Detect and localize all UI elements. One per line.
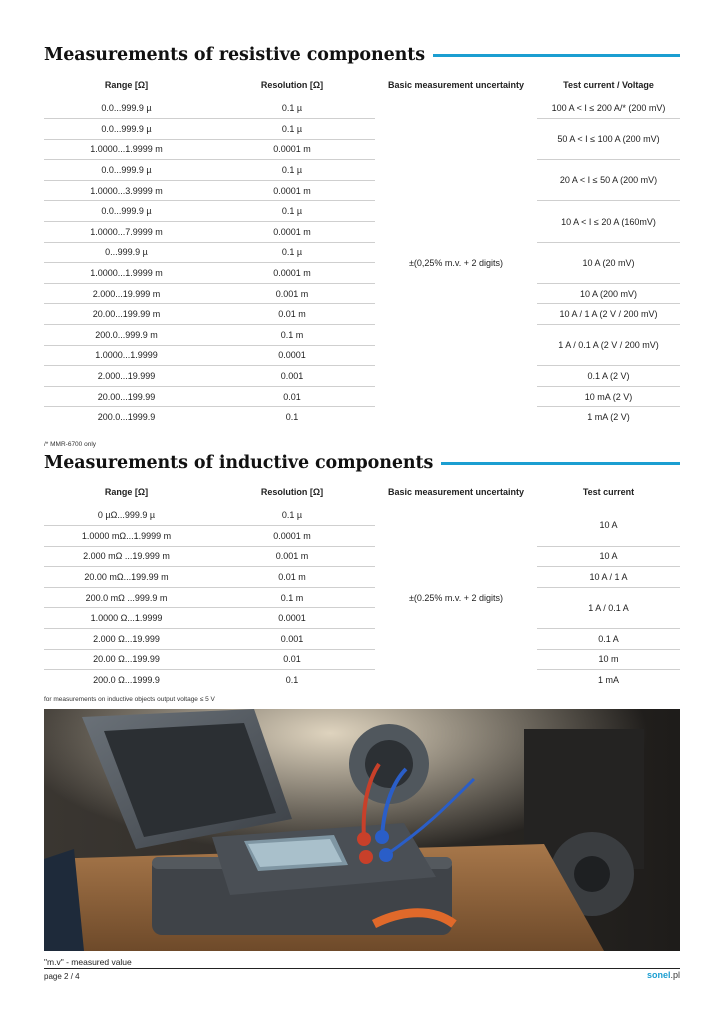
resolution-cell: 0.0001 m: [209, 222, 375, 243]
current-cell: 0.1 A (2 V): [537, 366, 680, 387]
resolution-cell: 0.1 µ: [209, 98, 375, 119]
resistive-title: Measurements of resistive components: [44, 45, 425, 65]
range-cell: 2.000 mΩ ...19.999 m: [44, 546, 209, 567]
range-cell: 1.0000...1.9999: [44, 345, 209, 366]
range-cell: 0.0...999.9 µ: [44, 160, 209, 181]
table-row: [44, 119, 680, 140]
range-cell: 20.00...199.99 m: [44, 304, 209, 325]
inductive-title: Measurements of inductive components: [44, 453, 434, 473]
range-cell: 1.0000...1.9999 m: [44, 139, 209, 160]
resolution-cell: 0.1 µ: [209, 160, 375, 181]
brand-link[interactable]: [647, 970, 680, 980]
range-cell: 200.0...999.9 m: [44, 325, 209, 346]
table-header-row: [44, 72, 680, 98]
meter-photo-illustration: [44, 709, 680, 951]
table-row: [44, 505, 680, 526]
table-row: [44, 366, 680, 387]
current-cell: 10 A: [537, 546, 680, 567]
current-cell: 1 A / 0.1 A: [537, 587, 680, 628]
range-cell: 0.0...999.9 µ: [44, 201, 209, 222]
resolution-cell: 0.01 m: [209, 304, 375, 325]
table-row: [44, 649, 680, 670]
current-cell: 10 A / 1 A (2 V / 200 mV): [537, 304, 680, 325]
range-cell: 20.00 Ω...199.99: [44, 649, 209, 670]
inductive-section-title: [44, 453, 680, 473]
table-row: [44, 629, 680, 650]
table-row: [44, 325, 680, 346]
brand-tld: .pl: [670, 970, 680, 980]
current-cell: 10 A: [537, 505, 680, 546]
resistive-footnote: /* MMR-6700 only: [44, 441, 97, 448]
current-cell: 0.1 A: [537, 629, 680, 650]
resistive-table: [44, 72, 680, 428]
uncertainty-cell: ±(0.25% m.v. + 2 digits): [408, 592, 504, 603]
header-uncertainty: Basic measurement uncertainty: [387, 79, 525, 90]
table-row: [44, 407, 680, 428]
header-range: Range [Ω]: [104, 79, 149, 90]
resolution-cell: 0.1 m: [209, 587, 375, 608]
measured-value-note: "m.v" - measured value: [44, 957, 132, 967]
resolution-cell: 0.1 µ: [209, 242, 375, 263]
table-row: [44, 283, 680, 304]
inductive-table: [44, 479, 680, 690]
resolution-cell: 0.1: [285, 675, 299, 686]
current-cell: 10 A (20 mV): [537, 242, 680, 283]
resolution-cell: 0.1 µ: [209, 119, 375, 140]
table-row: [44, 386, 680, 407]
resolution-cell: 0.001: [209, 629, 375, 650]
range-cell: 1.0000...7.9999 m: [44, 222, 209, 243]
resolution-cell: 0.001 m: [209, 546, 375, 567]
product-photo: [44, 709, 680, 951]
current-cell: 20 A < I ≤ 50 A (200 mV): [537, 160, 680, 201]
range-cell: 0 µΩ...999.9 µ: [44, 505, 209, 526]
header-test-current: Test current / Voltage: [563, 79, 654, 90]
current-cell: 100 A < I ≤ 200 A/* (200 mV): [537, 98, 680, 119]
range-cell: 2.000...19.999 m: [44, 283, 209, 304]
table-header-row: [44, 479, 680, 505]
resolution-cell: 0.1 m: [209, 325, 375, 346]
resolution-cell: 0.01: [209, 386, 375, 407]
resistive-section-title: [44, 45, 680, 65]
resolution-cell: 0.01: [209, 649, 375, 670]
header-uncertainty: Basic measurement uncertainty: [387, 486, 525, 497]
uncertainty-cell: ±(0,25% m.v. + 2 digits): [408, 257, 504, 268]
table-row: [44, 242, 680, 263]
inductive-footnote: for measurements on inductive objects output voltage ≤ 5 V: [44, 696, 215, 703]
resolution-cell: 0.001 m: [209, 283, 375, 304]
table-row: [44, 670, 680, 691]
current-cell: 10 A / 1 A: [537, 567, 680, 588]
current-cell: 50 A < I ≤ 100 A (200 mV): [537, 119, 680, 160]
title-accent-rule: [441, 462, 680, 465]
range-cell: 20.00...199.99: [44, 386, 209, 407]
current-cell: 10 m: [537, 649, 680, 670]
current-cell: 10 mA (2 V): [537, 386, 680, 407]
table-row: [44, 304, 680, 325]
footer-divider: [44, 968, 680, 969]
header-test-current: Test current: [582, 486, 635, 497]
resolution-cell: 0.1 µ: [209, 201, 375, 222]
header-resolution: Resolution [Ω]: [260, 79, 324, 90]
resolution-cell: 0.0001: [209, 345, 375, 366]
resolution-cell: 0.0001 m: [209, 180, 375, 201]
current-cell: 10 A (200 mV): [537, 283, 680, 304]
resolution-cell: 0.1 µ: [209, 505, 375, 526]
range-cell: 200.0 Ω...1999.9: [93, 675, 160, 686]
title-accent-rule: [433, 54, 680, 57]
range-cell: 1.0000 Ω...1.9999: [44, 608, 209, 629]
resolution-cell: 0.0001: [209, 608, 375, 629]
current-cell: 1 mA: [597, 675, 619, 686]
header-range: Range [Ω]: [104, 486, 149, 497]
resolution-cell: 0.0001 m: [209, 526, 375, 547]
range-cell: 0...999.9 µ: [44, 242, 209, 263]
table-row: [44, 160, 680, 181]
resolution-cell: 0.0001 m: [209, 263, 375, 284]
resolution-cell: 0.001: [209, 366, 375, 387]
brand-name: sonel: [646, 970, 671, 980]
resolution-cell: 0.1: [285, 412, 299, 423]
range-cell: 0.0...999.9 µ: [44, 119, 209, 140]
range-cell: 1.0000...3.9999 m: [44, 180, 209, 201]
current-cell: 1 mA (2 V): [587, 412, 630, 423]
resolution-cell: 0.0001 m: [209, 139, 375, 160]
range-cell: 1.0000...1.9999 m: [44, 263, 209, 284]
table-row: [44, 201, 680, 222]
table-row: [44, 546, 680, 567]
table-row: [44, 587, 680, 608]
range-cell: 200.0...1999.9: [97, 412, 156, 423]
header-resolution: Resolution [Ω]: [260, 486, 324, 497]
range-cell: 20.00 mΩ...199.99 m: [44, 567, 209, 588]
table-row: [44, 98, 680, 119]
range-cell: 1.0000 mΩ...1.9999 m: [44, 526, 209, 547]
range-cell: 200.0 mΩ ...999.9 m: [44, 587, 209, 608]
table-row: [44, 567, 680, 588]
range-cell: 0.0...999.9 µ: [44, 98, 209, 119]
resolution-cell: 0.01 m: [209, 567, 375, 588]
page-number: page 2 / 4: [44, 972, 80, 981]
current-cell: 10 A < I ≤ 20 A (160mV): [537, 201, 680, 242]
range-cell: 2.000 Ω...19.999: [44, 629, 209, 650]
range-cell: 2.000...19.999: [44, 366, 209, 387]
current-cell: 1 A / 0.1 A (2 V / 200 mV): [537, 325, 680, 366]
